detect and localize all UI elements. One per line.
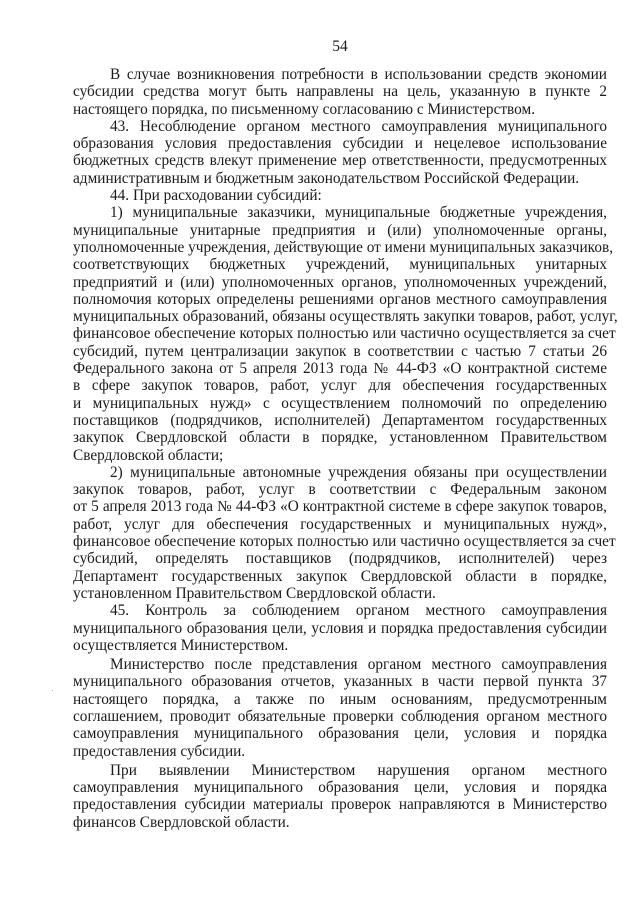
text-line: субсидии средства могут быть направлены на цель, указанную в пункте 2 xyxy=(73,83,607,101)
text-line: При выявлении Министерством нарушения органом местного xyxy=(110,761,607,779)
text-line: муниципальные унитарные предприятия и (или) уполномоченные органы, xyxy=(73,221,607,239)
text-line: Свердловской области; xyxy=(73,446,224,464)
paragraph-item-44-1 xyxy=(73,204,618,464)
text-line: соглашением, проводит обязательные проверки соблюдения органом местного xyxy=(73,707,607,725)
text-line: муниципальных образований, обязаны осуществлять закупки товаров, работ, услуг, xyxy=(73,308,618,326)
text-line: 43. Несоблюдение органом местного самоуправления муниципального xyxy=(110,117,607,135)
text-line: 45. Контроль за соблюдением органом местного самоуправления xyxy=(110,602,607,620)
text-line: предприятий и (или) уполномоченных органов, уполномоченных учреждений, xyxy=(73,273,607,291)
text-line: финансовое обеспечение которых полностью или частично осуществляется за счет xyxy=(73,325,616,343)
text-line: 44. При расходовании субсидий: xyxy=(110,187,322,205)
text-line: В случае возникновения потребности в использовании средств экономии xyxy=(110,66,607,83)
text-line: Департамент государственных закупок Свердловской области в порядке, xyxy=(73,567,607,585)
document-body xyxy=(73,66,618,831)
text-line: Федерального закона от 5 апреля 2013 года № 44-ФЗ «О контрактной системе xyxy=(73,360,607,378)
text-line: административным и бюджетным законодательством Российской Федерации. xyxy=(73,169,580,187)
text-line: финансовое обеспечение которых полностью или частично осуществляется за счет xyxy=(73,533,616,551)
text-line: работ, услуг для обеспечения государственных и муниципальных нужд», xyxy=(73,515,607,533)
text-line: Министерство после представления органом местного самоуправления xyxy=(110,656,607,674)
text-line: от 5 апреля 2013 года № 44-ФЗ «О контрактной системе в сфере закупок товаров, xyxy=(73,498,607,516)
text-line: в сфере закупок товаров, работ, услуг для обеспечения государственных xyxy=(73,377,607,395)
text-line: образования условия предоставления субсидии и нецелевое использование xyxy=(73,135,607,153)
text-line: настоящего порядка, а также по иным основаниям, предусмотренным xyxy=(73,690,607,708)
page-number: 54 xyxy=(332,38,348,55)
text-line: предоставления субсидии. xyxy=(73,742,246,760)
text-line: муниципального образования отчетов, указанных в части первой пункта 37 xyxy=(73,673,607,691)
text-line: субсидий, определять поставщиков (подрядчиков, исполнителей) через xyxy=(73,550,607,568)
text-line: настоящего порядка, по письменному согласованию с Министерством. xyxy=(73,100,536,118)
scan-artifact xyxy=(52,690,53,691)
text-line: и муниципальных нужд» с осуществлением полномочий по определению xyxy=(73,394,607,412)
text-line: бюджетных средств влекут применение мер ответственности, предусмотренных xyxy=(73,152,607,170)
paragraph-item-43 xyxy=(73,118,607,187)
text-line: осуществляется Министерством. xyxy=(73,636,289,654)
text-line: финансов Свердловской области. xyxy=(73,813,290,831)
text-line: субсидий, путем централизации закупок в соответствии с частью 7 статьи 26 xyxy=(73,342,607,360)
paragraph-ministry-checks xyxy=(73,656,607,760)
text-line: соответствующих бюджетных учреждений, муниципальных унитарных xyxy=(73,256,607,274)
paragraph-item-44-2 xyxy=(73,463,616,602)
text-line: поставщиков (подрядчиков, исполнителей) Департаментом государственных xyxy=(73,411,607,429)
text-line: закупок Свердловской области в порядке, установленном Правительством xyxy=(73,429,607,447)
text-line: самоуправления муниципального образования цели, условия и порядка xyxy=(73,779,607,797)
paragraph-item-45 xyxy=(73,602,607,654)
text-line: уполномоченные учреждения, действующие от имени муниципальных заказчиков, xyxy=(73,238,614,256)
text-line: 1) муниципальные заказчики, муниципальные бюджетные учреждения, xyxy=(110,204,607,222)
paragraph-violations xyxy=(73,762,607,831)
text-line: муниципального образования цели, условия и порядка предоставления субсидии xyxy=(73,619,607,637)
text-line: 2) муниципальные автономные учреждения обязаны при осуществлении xyxy=(110,463,607,481)
text-line: полномочия которых определены решениями органов местного самоуправления xyxy=(73,290,607,308)
text-line: закупок товаров, работ, услуг в соответствии с Федеральным законом xyxy=(73,481,607,499)
text-line: установленном Правительством Свердловской области. xyxy=(73,584,436,602)
text-line: самоуправления муниципального образования цели, условия и порядка xyxy=(73,725,607,743)
text-line: предоставления субсидии материалы проверок направляются в Министерство xyxy=(73,796,607,814)
paragraph-item-44 xyxy=(73,187,607,204)
paragraph-savings-use xyxy=(73,66,607,118)
